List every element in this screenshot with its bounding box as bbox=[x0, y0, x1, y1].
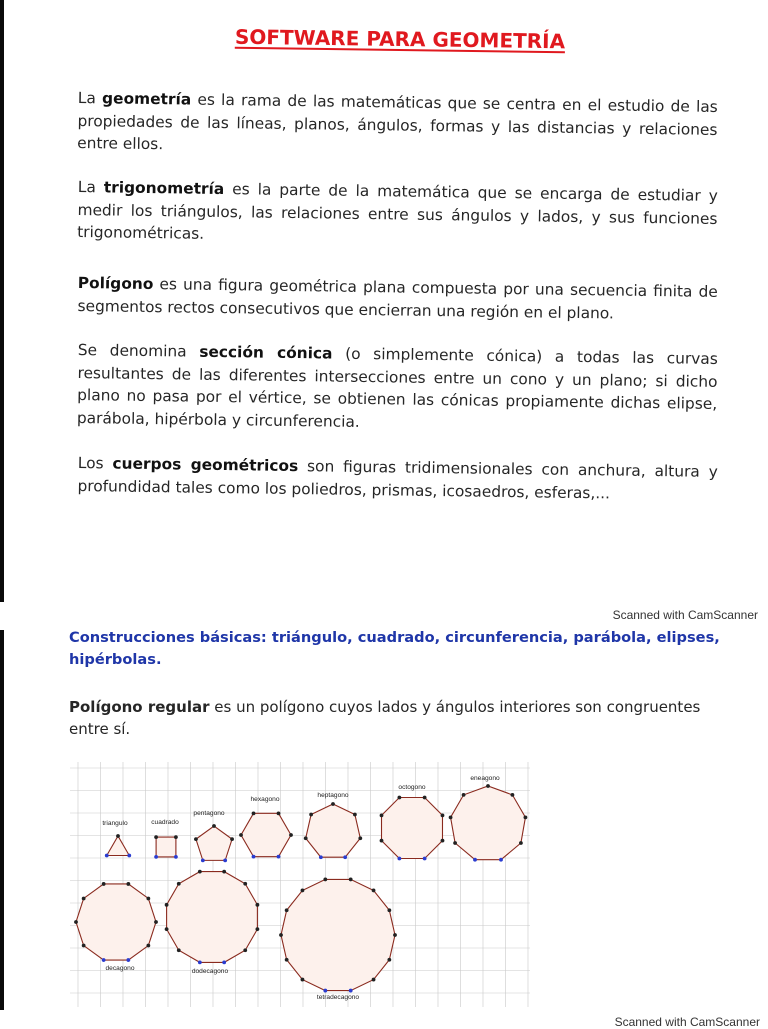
pentagono-shape bbox=[196, 826, 232, 860]
tetradecagono-vertex bbox=[285, 958, 289, 962]
hexagono-label: hexagono bbox=[250, 796, 280, 803]
term-poligono: Polígono bbox=[77, 274, 154, 294]
tetradecagono-vertex bbox=[387, 908, 391, 912]
tetradecagono-vertex bbox=[349, 989, 353, 993]
term-geometria: geometría bbox=[101, 89, 192, 109]
dodecagono-vertex bbox=[177, 882, 181, 886]
heptagono-vertex bbox=[304, 836, 308, 840]
tetradecagono-vertex bbox=[285, 908, 289, 912]
tetradecagono-vertex bbox=[323, 989, 327, 993]
decagono-vertex bbox=[154, 920, 158, 924]
dodecagono-vertex bbox=[255, 903, 259, 907]
camscanner-watermark: Scanned with CamScanner bbox=[612, 608, 758, 622]
paragraph-poligono: Polígono es una figura geométrica plana compuesta por una secuencia finita de segmentos rectos consecutivos que encierran una región en el plano. bbox=[77, 274, 718, 323]
heptagono-vertex bbox=[309, 813, 313, 817]
tetradecagono-label: tetradecagono bbox=[316, 994, 360, 1001]
decagono-vertex bbox=[102, 958, 106, 962]
decagono-label: decagono bbox=[105, 965, 135, 972]
hexagono-vertex bbox=[252, 811, 256, 815]
dodecagono-vertex bbox=[198, 960, 202, 964]
dodecagono-vertex bbox=[243, 948, 247, 952]
dodecagono-vertex bbox=[177, 948, 181, 952]
octogono-vertex bbox=[397, 796, 401, 800]
heptagono-vertex bbox=[331, 802, 335, 806]
eneagono-vertex bbox=[519, 841, 523, 845]
paragraph-trigonometria: La trigonometría es la parte de la matemática que se encarga de estudiar y medir los triángulos, las relaciones entre sus ángulos y lados, y sus funciones trigonométricas. bbox=[77, 178, 718, 244]
paragraph-seccion-conica: Se denomina sección cónica (o simplemente cónica) a todas las curvas resultantes de las diferentes intersecciones entre un cono y un plano; si dicho plano no pasa por el vértice, se obtienen las cónicas propiamente dichas elipse, parábola, hipérbola y circunferencia. bbox=[76, 341, 718, 431]
cuadrado-shape bbox=[156, 837, 176, 857]
dodecagono-vertex bbox=[222, 870, 226, 874]
pentagono-vertex bbox=[201, 858, 205, 862]
eneagono-vertex bbox=[511, 793, 515, 797]
decagono-vertex bbox=[74, 920, 78, 924]
triangulo-vertex bbox=[105, 854, 109, 858]
triangulo-shape bbox=[107, 836, 130, 856]
decagono-vertex bbox=[146, 897, 150, 901]
octogono-vertex bbox=[380, 839, 384, 843]
cuadrado-vertex bbox=[174, 835, 178, 839]
octogono-vertex bbox=[423, 796, 427, 800]
term-seccion-conica: sección cónica bbox=[199, 343, 333, 363]
paragraph-cuerpos-geometricos: Los cuerpos geométricos son figuras tridimensionales con anchura, altura y profundidad tales como los poliedros, prismas, icosaedros, esferas,... bbox=[77, 454, 718, 503]
paragraph-geometria: La geometría es la rama de las matemáticas que se centra en el estudio de las propiedades de las líneas, planos, ángulos, formas y las distancias y relaciones entre ellos. bbox=[77, 89, 718, 154]
decagono-vertex bbox=[82, 897, 86, 901]
triangulo-vertex bbox=[127, 854, 131, 858]
heptagono-vertex bbox=[353, 813, 357, 817]
polygons-grid bbox=[70, 762, 530, 1007]
eneagono-vertex bbox=[499, 858, 503, 862]
cuadrado-label: cuadrado bbox=[151, 819, 179, 826]
octogono-vertex bbox=[441, 813, 445, 817]
hexagono-vertex bbox=[289, 833, 293, 837]
pentagono-vertex bbox=[194, 837, 198, 841]
triangulo-vertex bbox=[116, 834, 120, 838]
octogono-vertex bbox=[441, 839, 445, 843]
decagono-vertex bbox=[126, 882, 130, 886]
tetradecagono-vertex bbox=[279, 933, 283, 937]
eneagono-vertex bbox=[473, 858, 477, 862]
cuadrado-vertex bbox=[174, 855, 178, 859]
hexagono-vertex bbox=[277, 811, 281, 815]
camscanner-watermark-2: Scanned with CamScanner bbox=[614, 1015, 760, 1029]
dodecagono-vertex bbox=[165, 903, 169, 907]
cuadrado-vertex bbox=[154, 855, 158, 859]
dodecagono-vertex bbox=[243, 882, 247, 886]
decagono-vertex bbox=[126, 958, 130, 962]
dodecagono-shape bbox=[167, 872, 258, 963]
term-trigonometria: trigonometría bbox=[103, 178, 225, 199]
pentagono-label: pentagono bbox=[193, 810, 225, 817]
pentagono-vertex bbox=[212, 824, 216, 828]
term-cuerpos-geometricos: cuerpos geométricos bbox=[112, 454, 299, 476]
dodecagono-vertex bbox=[222, 960, 226, 964]
hexagono-vertex bbox=[252, 855, 256, 859]
heptagono-vertex bbox=[358, 836, 362, 840]
tetradecagono-vertex bbox=[387, 958, 391, 962]
eneagono-label: eneagono bbox=[470, 775, 500, 782]
eneagono-vertex bbox=[449, 816, 453, 820]
hexagono-shape bbox=[241, 813, 291, 856]
tetradecagono-vertex bbox=[301, 889, 305, 893]
hexagono-vertex bbox=[239, 833, 243, 837]
octogono-vertex bbox=[423, 857, 427, 861]
tetradecagono-vertex bbox=[301, 978, 305, 982]
heptagono-vertex bbox=[343, 855, 347, 859]
page-title: SOFTWARE PARA GEOMETRÍA bbox=[234, 24, 566, 54]
decagono-vertex bbox=[82, 944, 86, 948]
heptagono-label: heptagono bbox=[317, 792, 349, 799]
octogono-shape bbox=[382, 798, 443, 859]
eneagono-shape bbox=[451, 786, 526, 860]
tetradecagono-vertex bbox=[372, 889, 376, 893]
tetradecagono-vertex bbox=[372, 978, 376, 982]
dodecagono-vertex bbox=[165, 927, 169, 931]
decagono-shape bbox=[76, 884, 156, 960]
regular-polygon-definition: Polígono regular es un polígono cuyos lados y ángulos interiores son congruentes entre sí. bbox=[69, 698, 701, 738]
decagono-vertex bbox=[146, 944, 150, 948]
cuadrado-vertex bbox=[154, 835, 158, 839]
tetradecagono-vertex bbox=[349, 878, 353, 882]
eneagono-vertex bbox=[453, 841, 457, 845]
section-heading: Construcciones básicas: triángulo, cuadrado, circunferencia, parábola, elipses, hipérbolas. bbox=[69, 629, 720, 668]
heptagono-shape bbox=[306, 804, 361, 857]
octogono-vertex bbox=[380, 813, 384, 817]
regular-polygons-figure bbox=[70, 762, 530, 1007]
triangulo-label: triangulo bbox=[102, 820, 128, 827]
tetradecagono-vertex bbox=[323, 878, 327, 882]
tetradecagono-shape bbox=[281, 879, 395, 990]
decagono-vertex bbox=[102, 882, 106, 886]
hexagono-vertex bbox=[277, 855, 281, 859]
eneagono-vertex bbox=[462, 793, 466, 797]
tetradecagono-vertex bbox=[393, 933, 397, 937]
page-edge-shadow bbox=[0, 0, 4, 602]
pentagono-vertex bbox=[223, 858, 227, 862]
page-edge-shadow bbox=[0, 630, 4, 1010]
term-poligono-regular: Polígono regular bbox=[69, 698, 210, 716]
dodecagono-vertex bbox=[255, 927, 259, 931]
eneagono-vertex bbox=[524, 816, 528, 820]
octogono-vertex bbox=[397, 857, 401, 861]
octogono-label: octogono bbox=[398, 784, 426, 791]
dodecagono-label: dodecagono bbox=[191, 968, 229, 975]
pentagono-vertex bbox=[230, 837, 234, 841]
heptagono-vertex bbox=[319, 855, 323, 859]
eneagono-vertex bbox=[486, 784, 490, 788]
dodecagono-vertex bbox=[198, 870, 202, 874]
